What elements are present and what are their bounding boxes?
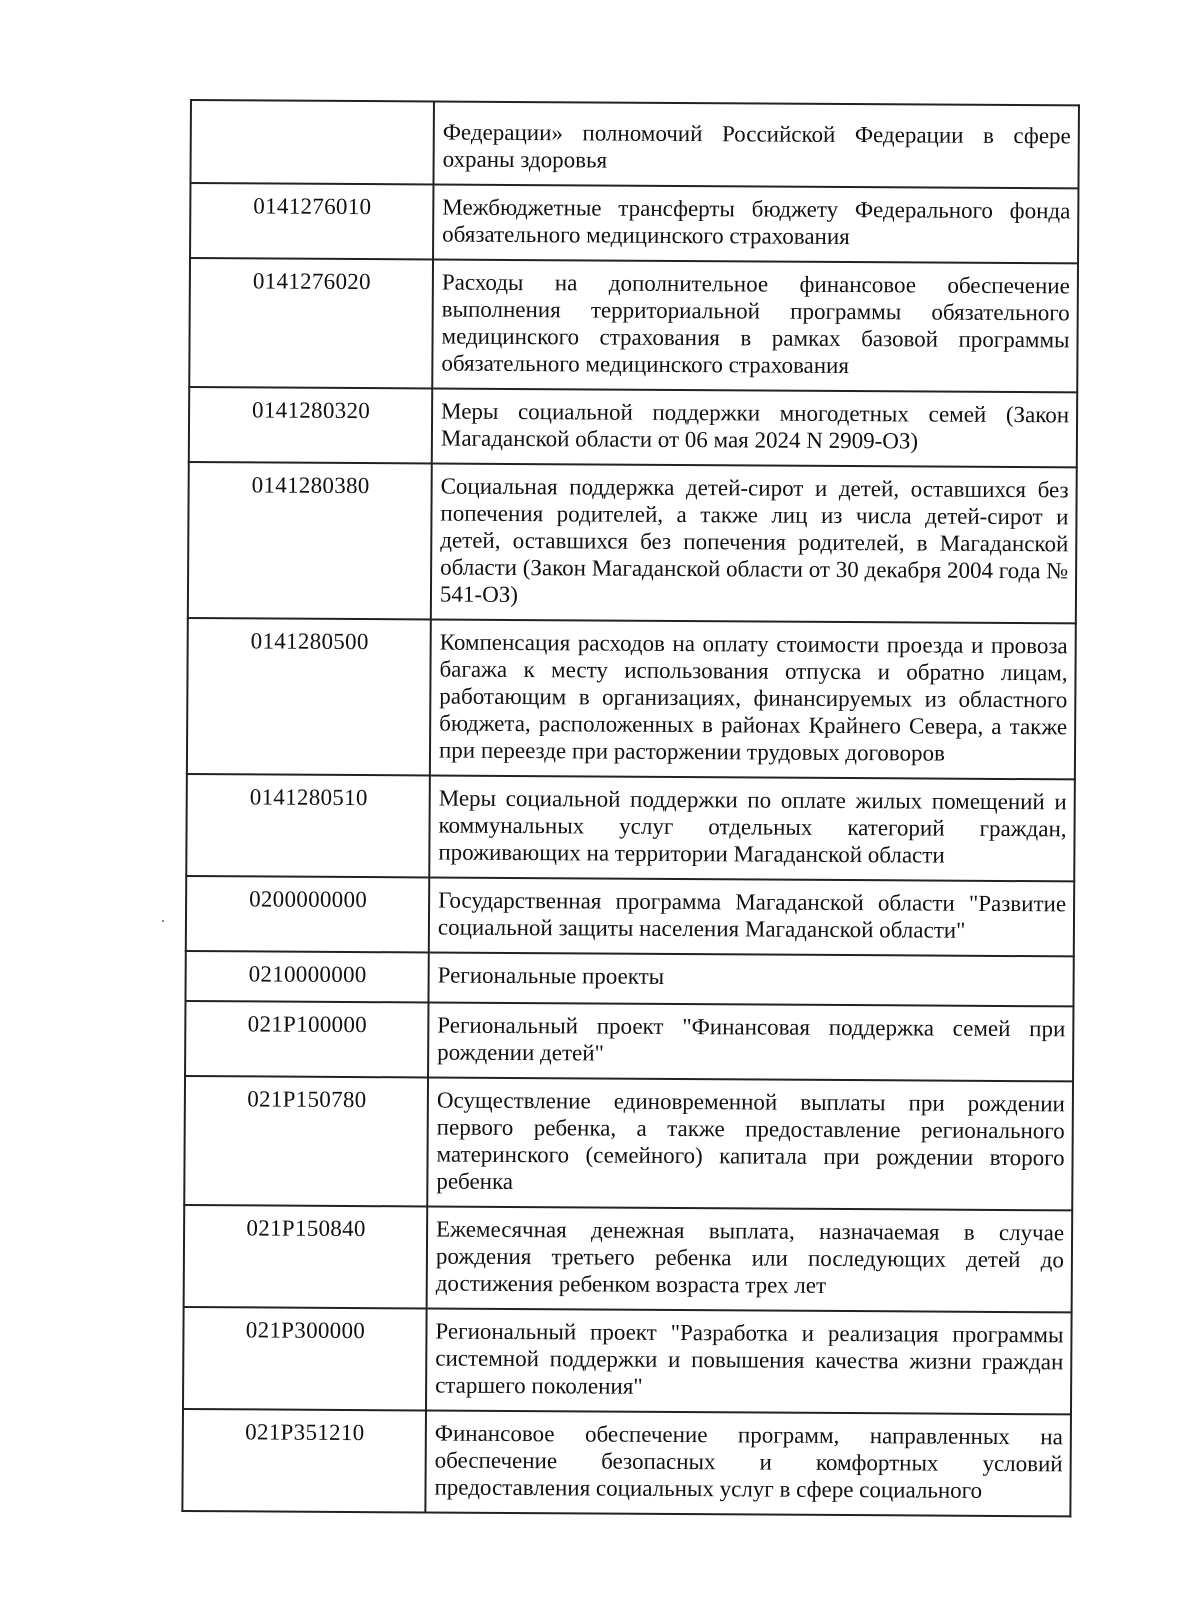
table-row	[186, 876, 1074, 956]
table-row	[184, 1205, 1073, 1312]
description-cell: Социальная поддержка детей-сирот и детей, оставшихся без попечения родителей, а также лиц из числа детей-сирот и детей, оставшихся без попечения родителей, в Магаданской области (Закон Магаданской области от 30 декабря 2004 года № 541-ОЗ)	[431, 463, 1077, 623]
description-cell: Меры социальной поддержки по оплате жилых помещений и коммунальных услуг отдельных категорий граждан, проживающих на территории Магаданской области	[429, 775, 1075, 881]
code-cell: 021P150840	[184, 1205, 428, 1308]
code-cell: 0210000000	[185, 951, 428, 1002]
description-cell: Ежемесячная денежная выплата, назначаемая в случае рождения третьего ребенка или последующих детей до достижения ребенком возраста трех лет	[427, 1206, 1073, 1312]
description-cell: Финансовое обеспечение программ, направленных на обеспечение безопасных и комфортных условий предоставления социальных услуг в сфере социального	[425, 1410, 1071, 1516]
table-row	[189, 387, 1077, 467]
table-row	[182, 1409, 1071, 1516]
table-row	[190, 100, 1078, 188]
description-cell: Региональный проект "Разработка и реализация программы системной поддержки и повышения качества жизни граждан старшего поколения"	[426, 1308, 1072, 1414]
description-cell: Осуществление единовременной выплаты при рождении первого ребенка, а также предоставление регионального материнского (семейного) капитала при рождении второго ребенка	[427, 1077, 1073, 1210]
table-row	[183, 1307, 1072, 1414]
description-cell: Государственная программа Магаданской области "Развитие социальной защиты населения Магаданской области"	[429, 877, 1074, 956]
code-cell: 0200000000	[186, 876, 429, 952]
description-cell: Меры социальной поддержки многодетных семей (Закон Магаданской области от 06 мая 2024 N 2909-ОЗ)	[432, 388, 1077, 467]
code-cell: 021P150780	[184, 1076, 428, 1206]
table-row	[186, 774, 1075, 881]
budget-classification-table	[181, 99, 1080, 1517]
table-row	[190, 183, 1078, 263]
table-row	[189, 258, 1078, 392]
description-cell: Региональные проекты	[428, 952, 1073, 1006]
code-cell: 0141276010	[190, 183, 433, 259]
description-cell: Расходы на дополнительное финансовое обеспечение выполнения территориальной программы обязательного медицинского страхования в рамках базовой программы обязательного медицинского страхования	[432, 259, 1078, 392]
code-cell: 0141280510	[186, 774, 430, 877]
description-cell: Компенсация расходов на оплату стоимости проезда и провоза багажа к месту использования отпуска и обратно лицам, работающим в организациях, финансируемых из областного бюджета, расположенных в районах Крайнего Севера, а также при переезде при расторжении трудовых договоров	[430, 619, 1076, 779]
description-cell: Региональный проект "Финансовая поддержка семей при рождении детей"	[428, 1002, 1073, 1081]
table-row	[184, 1076, 1073, 1210]
margin-mark	[162, 920, 164, 922]
code-cell: 021P351210	[182, 1409, 426, 1512]
code-cell: 021P100000	[185, 1001, 428, 1077]
code-cell: 0141280500	[187, 618, 431, 775]
code-cell: 0141280380	[188, 462, 432, 619]
code-cell: 0141276020	[189, 258, 433, 388]
code-cell: 021P300000	[183, 1307, 427, 1410]
code-cell: 0141280320	[189, 387, 432, 463]
table-row	[188, 462, 1077, 623]
description-cell: Федерации» полномочий Российской Федерации в сфере охраны здоровья	[433, 101, 1078, 188]
table-row	[185, 951, 1073, 1006]
code-cell	[190, 100, 434, 184]
table-row	[185, 1001, 1073, 1081]
description-cell: Межбюджетные трансферты бюджету Федерального фонда обязательного медицинского страхования	[433, 184, 1078, 263]
table-row	[187, 618, 1076, 779]
